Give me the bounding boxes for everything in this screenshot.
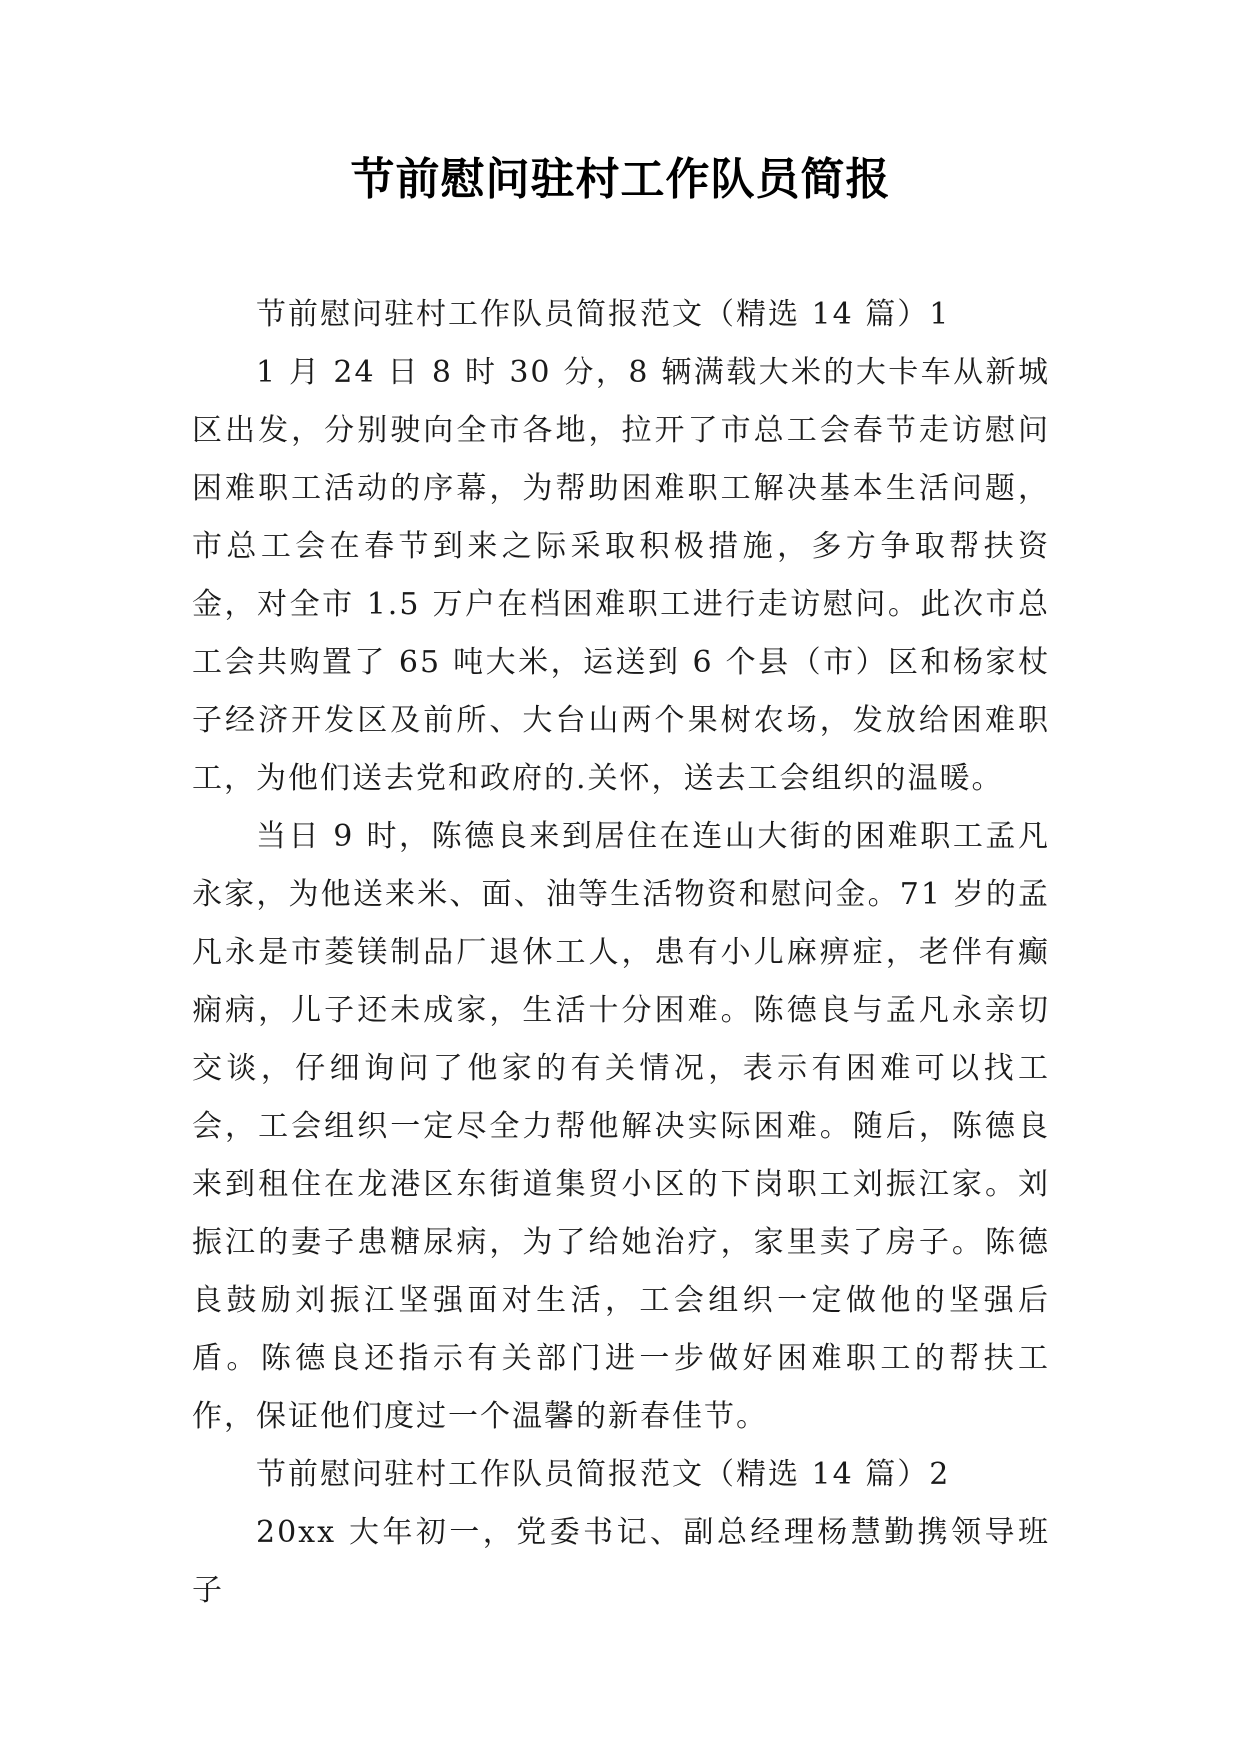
document-title: 节前慰问驻村工作队员简报 — [350, 154, 891, 205]
section-1-paragraph-2: 当日 9 时，陈德良来到居住在连山大街的困难职工孟凡永家，为他送来米、面、油等生活物资和慰问金。71 岁的孟凡永是市菱镁制品厂退休工人，患有小儿麻痹症，老伴有癫痫病，儿子还未成家，生活十分困难。陈德良与孟凡永亲切交谈，仔细询问了他家的有关情况，表示有困难可以找工会，工会组织一定尽全力帮他解决实际困难。随后，陈德良来到租住在龙港区东街道集贸小区的下岗职工刘振江家。刘振江的妻子患糖尿病，为了给她治疗，家里卖了房子。陈德良鼓励刘振江坚强面对生活，工会组织一定做他的坚强后盾。陈德良还指示有关部门进一步做好困难职工的帮扶工作，保证他们度过一个温馨的新春佳节。 — [192, 819, 1050, 1434]
section-heading-1: 节前慰问驻村工作队员简报范文（精选 14 篇）1 — [256, 297, 951, 332]
document-body — [192, 286, 1050, 1620]
section-heading-2: 节前慰问驻村工作队员简报范文（精选 14 篇）2 — [256, 1457, 951, 1492]
section-2-paragraph-1: 20xx 大年初一，党委书记、副总经理杨慧勤携领导班子 — [192, 1515, 1050, 1608]
section-1-paragraph-1: 1 月 24 日 8 时 30 分，8 辆满载大米的大卡车从新城区出发，分别驶向全市各地，拉开了市总工会春节走访慰问困难职工活动的序幕，为帮助困难职工解决基本生活问题，市总工会在春节到来之际采取积极措施，多方争取帮扶资金，对全市 1.5 万户在档困难职工进行走访慰问。此次市总工会共购置了 65 吨大米，运送到 6 个县（市）区和杨家杖子经济开发区及前所、大台山两个果树农场，发放给困难职工，为他们送去党和政府的.关怀，送去工会组织的温暖。 — [192, 355, 1050, 796]
